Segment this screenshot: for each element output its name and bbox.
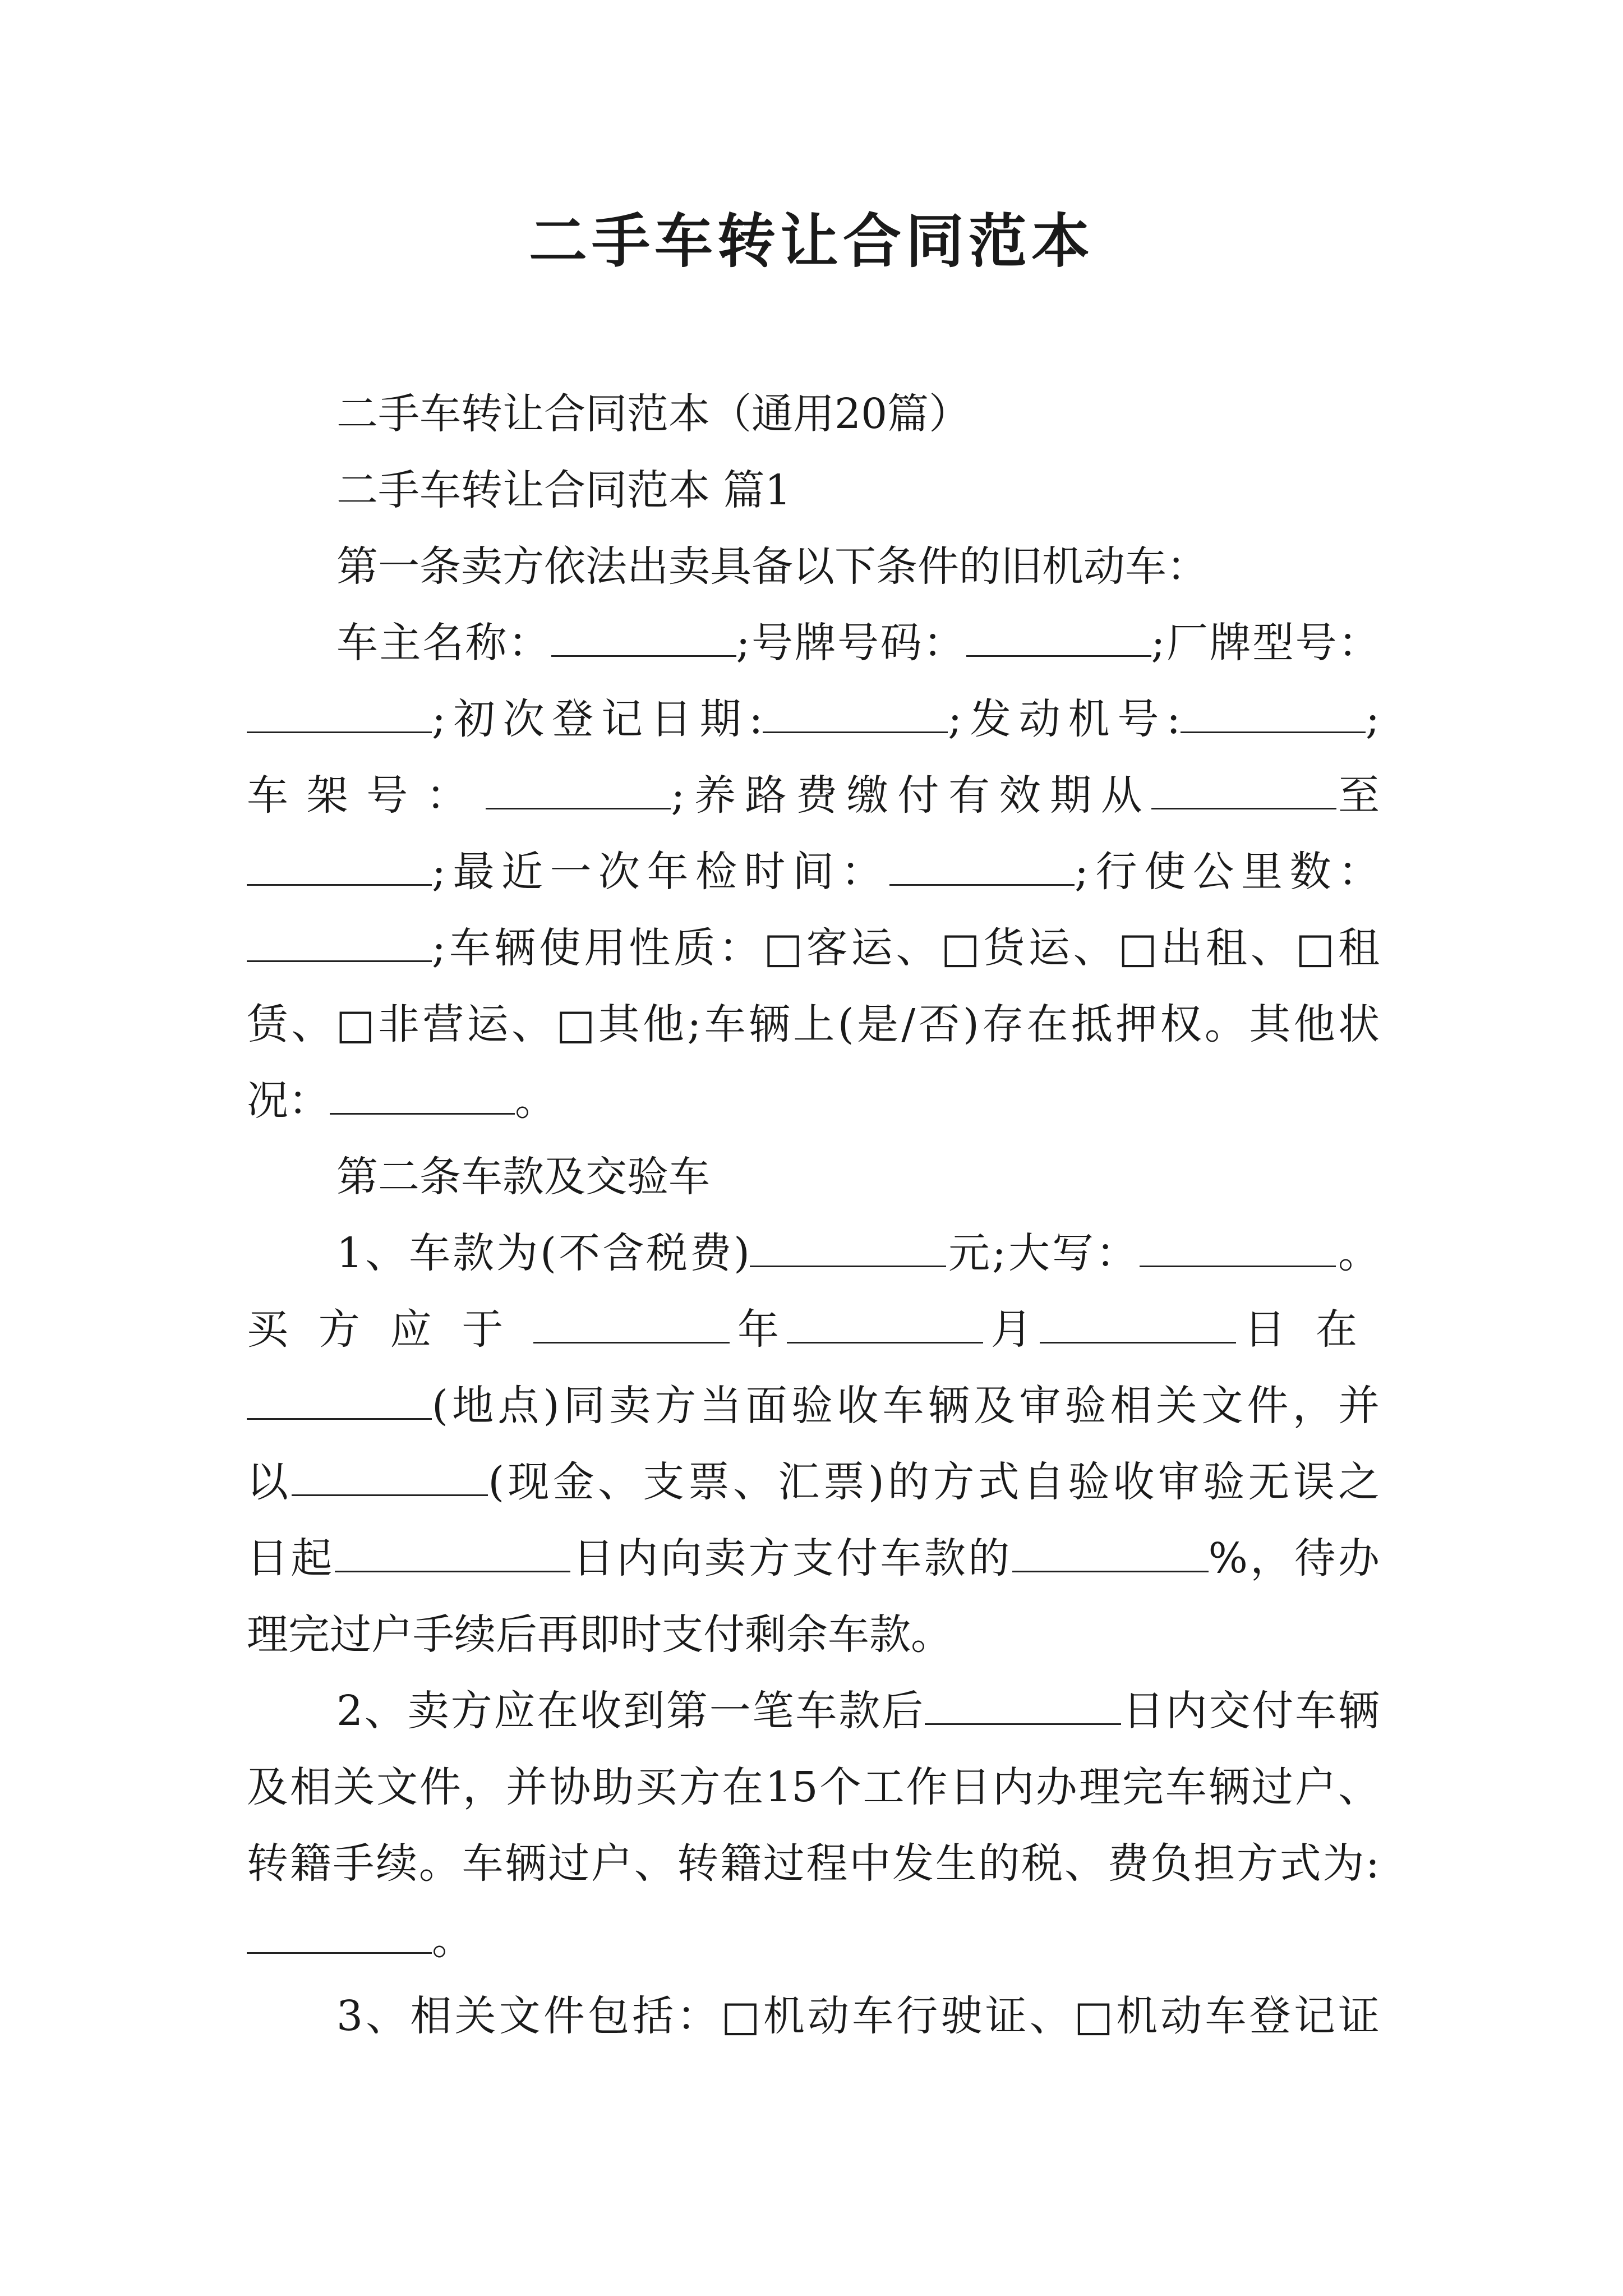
fill-in-blank[interactable]	[247, 850, 432, 886]
fill-in-blank[interactable]	[763, 698, 948, 733]
paragraph-line	[247, 1749, 1380, 1825]
text-run: 月	[983, 1305, 1040, 1354]
text-run: 。	[432, 1916, 473, 1964]
paragraph-line	[247, 1368, 1380, 1444]
fill-in-blank[interactable]	[1181, 698, 1366, 733]
text-run: 年	[730, 1305, 787, 1354]
paragraph-line	[247, 757, 1380, 834]
fill-in-blank[interactable]	[551, 622, 736, 657]
paragraph-line	[247, 1139, 1380, 1215]
paragraph-line	[247, 528, 1380, 605]
paragraph-line	[247, 376, 1380, 452]
paragraph-line	[247, 986, 1380, 1062]
text-run: 。	[515, 1076, 556, 1125]
text-run: 买方应于	[247, 1305, 534, 1354]
fill-in-blank[interactable]	[1151, 774, 1336, 809]
text-run: 以	[247, 1458, 292, 1506]
text-run: ;	[1366, 695, 1380, 743]
text-run: (现金、支票、汇票)的方式自验收审验无误之	[488, 1458, 1380, 1506]
paragraph-line	[247, 1902, 1380, 1978]
paragraph-line	[247, 1596, 1380, 1673]
text-run: 车架号：	[247, 771, 486, 820]
paragraph-line	[247, 1291, 1380, 1368]
text-run: 赁、□非营运、□其他;车辆上(是/否)存在抵押权。其他状	[247, 1000, 1380, 1048]
text-run: 转籍手续。车辆过户、转籍过程中发生的税、费负担方式为:	[247, 1839, 1380, 1888]
text-run: 二手车转让合同范本（通用20篇）	[336, 390, 971, 438]
fill-in-blank[interactable]	[787, 1308, 983, 1343]
fill-in-blank[interactable]	[486, 774, 671, 809]
fill-in-blank[interactable]	[1040, 1308, 1236, 1343]
fill-in-blank[interactable]	[889, 850, 1075, 886]
paragraph-line	[247, 1444, 1380, 1520]
paragraph-line	[247, 1215, 1380, 1291]
text-run: 第一条卖方依法出卖具备以下条件的旧机动车：	[336, 542, 1208, 591]
fill-in-blank[interactable]	[1012, 1537, 1209, 1572]
text-run: 元;大写：	[946, 1229, 1140, 1277]
text-run: 日内交付车辆	[1121, 1687, 1380, 1735]
text-run: ;发动机号:	[948, 695, 1181, 743]
text-run: 第二条车款及交验车	[336, 1153, 710, 1201]
fill-in-blank[interactable]	[750, 1232, 946, 1267]
fill-in-blank[interactable]	[925, 1690, 1121, 1725]
text-run: 日内向卖方支付车款的	[570, 1534, 1012, 1582]
fill-in-blank[interactable]	[330, 1079, 515, 1115]
paragraph-line	[247, 605, 1380, 681]
paragraph-line	[247, 1673, 1380, 1749]
text-run: 理完过户手续后再即时支付剩余车款。	[247, 1611, 952, 1659]
text-run: 1、车款为(不含税费)	[336, 1229, 750, 1277]
paragraph-line	[247, 1520, 1380, 1596]
text-run: 至	[1336, 771, 1380, 820]
text-run: 及相关文件，并协助买方在15个工作日内办理完车辆过户、	[247, 1763, 1380, 1811]
text-run: ;养路费缴付有效期从	[671, 771, 1152, 820]
text-run: 2、卖方应在收到第一笔车款后	[336, 1687, 925, 1735]
paragraph-line	[247, 1062, 1380, 1139]
fill-in-blank[interactable]	[966, 622, 1151, 657]
text-run: (地点)同卖方当面验收车辆及审验相关文件，并	[432, 1382, 1380, 1430]
text-run: 车主名称：	[336, 619, 551, 667]
text-run: %，待办	[1208, 1534, 1380, 1582]
text-run: 况：	[247, 1076, 330, 1125]
text-run: 。	[1335, 1229, 1380, 1277]
fill-in-blank[interactable]	[1140, 1232, 1336, 1267]
paragraph-line	[247, 681, 1380, 757]
fill-in-blank[interactable]	[292, 1461, 488, 1496]
text-run: 二手车转让合同范本 篇1	[336, 466, 791, 514]
text-run: ;初次登记日期:	[432, 695, 763, 743]
text-run: ;号牌号码：	[736, 619, 966, 667]
paragraph-line	[247, 1825, 1380, 1902]
fill-in-blank[interactable]	[533, 1308, 730, 1343]
text-run: ;车辆使用性质：□客运、□货运、□出租、□租	[432, 924, 1380, 972]
text-run: 3、相关文件包括：□机动车行驶证、□机动车登记证	[336, 1992, 1380, 2040]
paragraph-line	[247, 1978, 1380, 2054]
text-run: 日在	[1236, 1305, 1380, 1354]
fill-in-blank[interactable]	[335, 1537, 570, 1572]
fill-in-blank[interactable]	[247, 1918, 432, 1954]
text-run: 日起	[247, 1534, 335, 1582]
fill-in-blank[interactable]	[247, 1384, 432, 1420]
paragraph-line	[247, 452, 1380, 528]
document-body	[247, 376, 1380, 2054]
paragraph-line	[247, 834, 1380, 910]
document-title: 二手车转让合同范本	[528, 206, 1094, 275]
fill-in-blank[interactable]	[247, 698, 432, 733]
paragraph-line	[247, 910, 1380, 986]
text-run: ;最近一次年检时间：	[432, 848, 890, 896]
fill-in-blank[interactable]	[247, 927, 432, 962]
text-run: ;行使公里数：	[1075, 848, 1380, 896]
text-run: ;厂牌型号：	[1151, 619, 1380, 667]
